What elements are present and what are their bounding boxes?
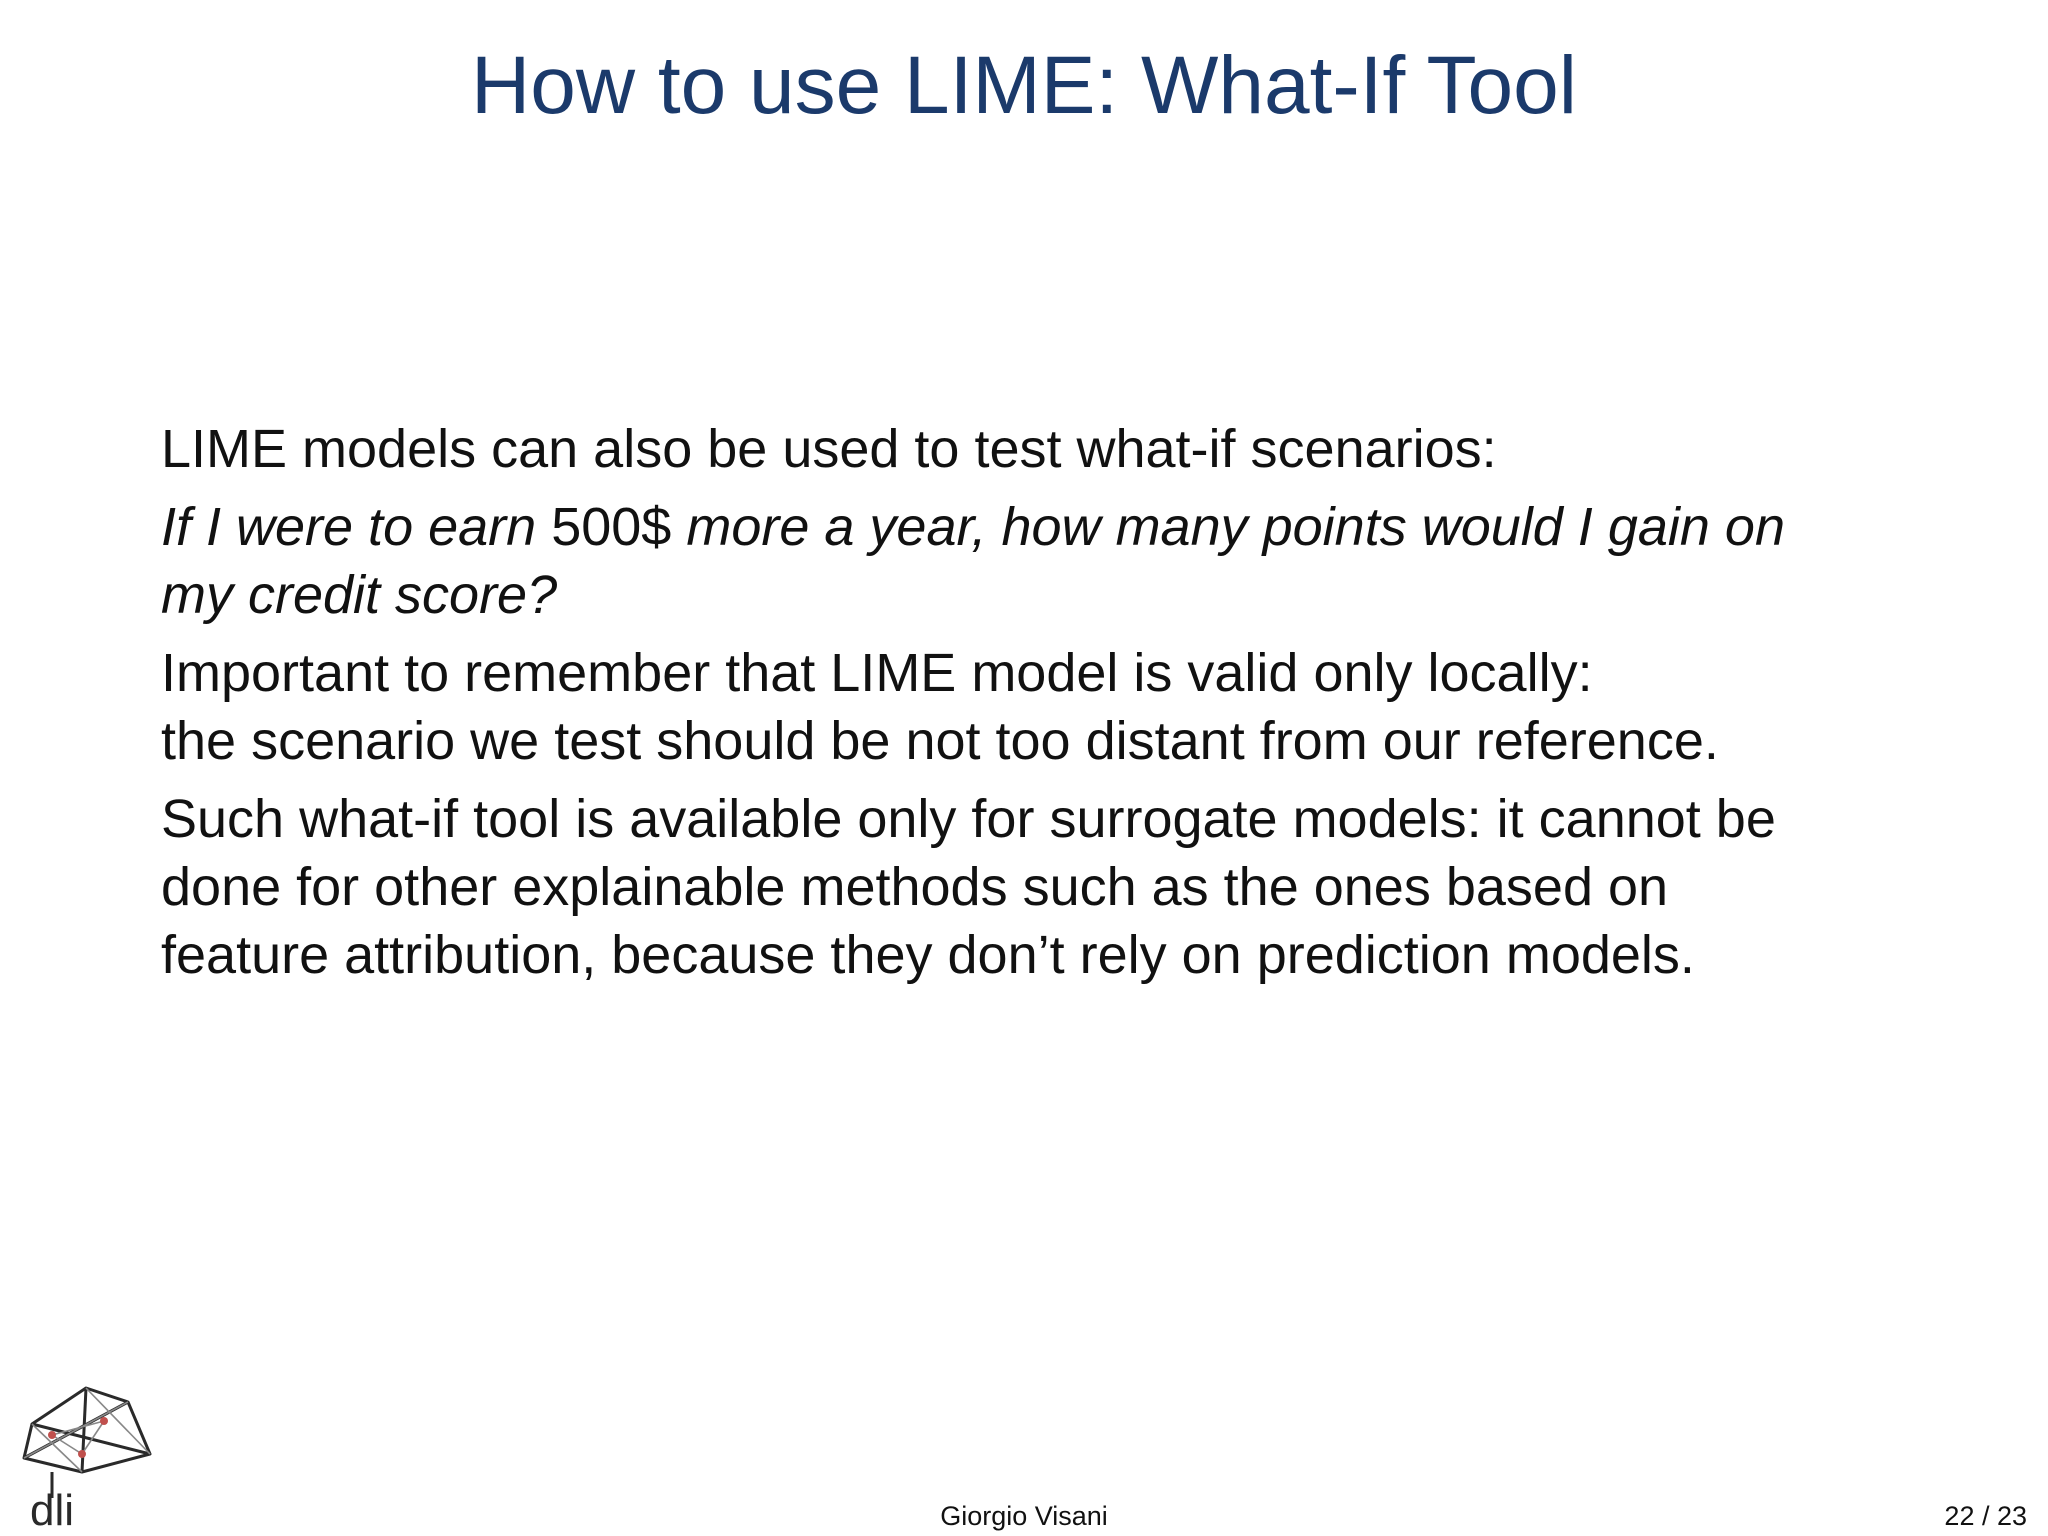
example-line-2: my credit score? [161,565,558,625]
example-line-1 [161,493,1921,561]
intro-text: LIME models can also be used to test what-if scenarios: [161,419,1497,479]
intro-paragraph [161,415,1921,483]
surrogate-line-3: feature attribution, because they don’t rely on prediction models. [161,925,1695,985]
surrogate-line-2: done for other explainable methods such as the ones based on [161,857,1669,917]
logo-text: dli [30,1486,75,1528]
locality-line-1: Important to remember that LIME model is valid only locally: [161,643,1593,703]
surrogate-line-1: Such what-if tool is available only for surrogate models: it cannot be [161,789,1776,849]
locality-paragraph [161,639,1921,775]
surrogate-paragraph [161,785,1921,989]
slide-body [161,415,1921,989]
example-text-a: If I were to earn [161,497,537,557]
example-text-b: more a year, how many points would I gain on [686,497,1785,557]
example-question [161,493,1921,629]
page-number: 22 / 23 [1944,1501,2027,1531]
footer-author: Giorgio Visani [940,1501,1108,1531]
example-amount: 500$ [551,497,672,557]
locality-line-2: the scenario we test should be not too distant from our reference. [161,711,1719,771]
slide-title: How to use LIME: What-If Tool [471,40,1577,131]
